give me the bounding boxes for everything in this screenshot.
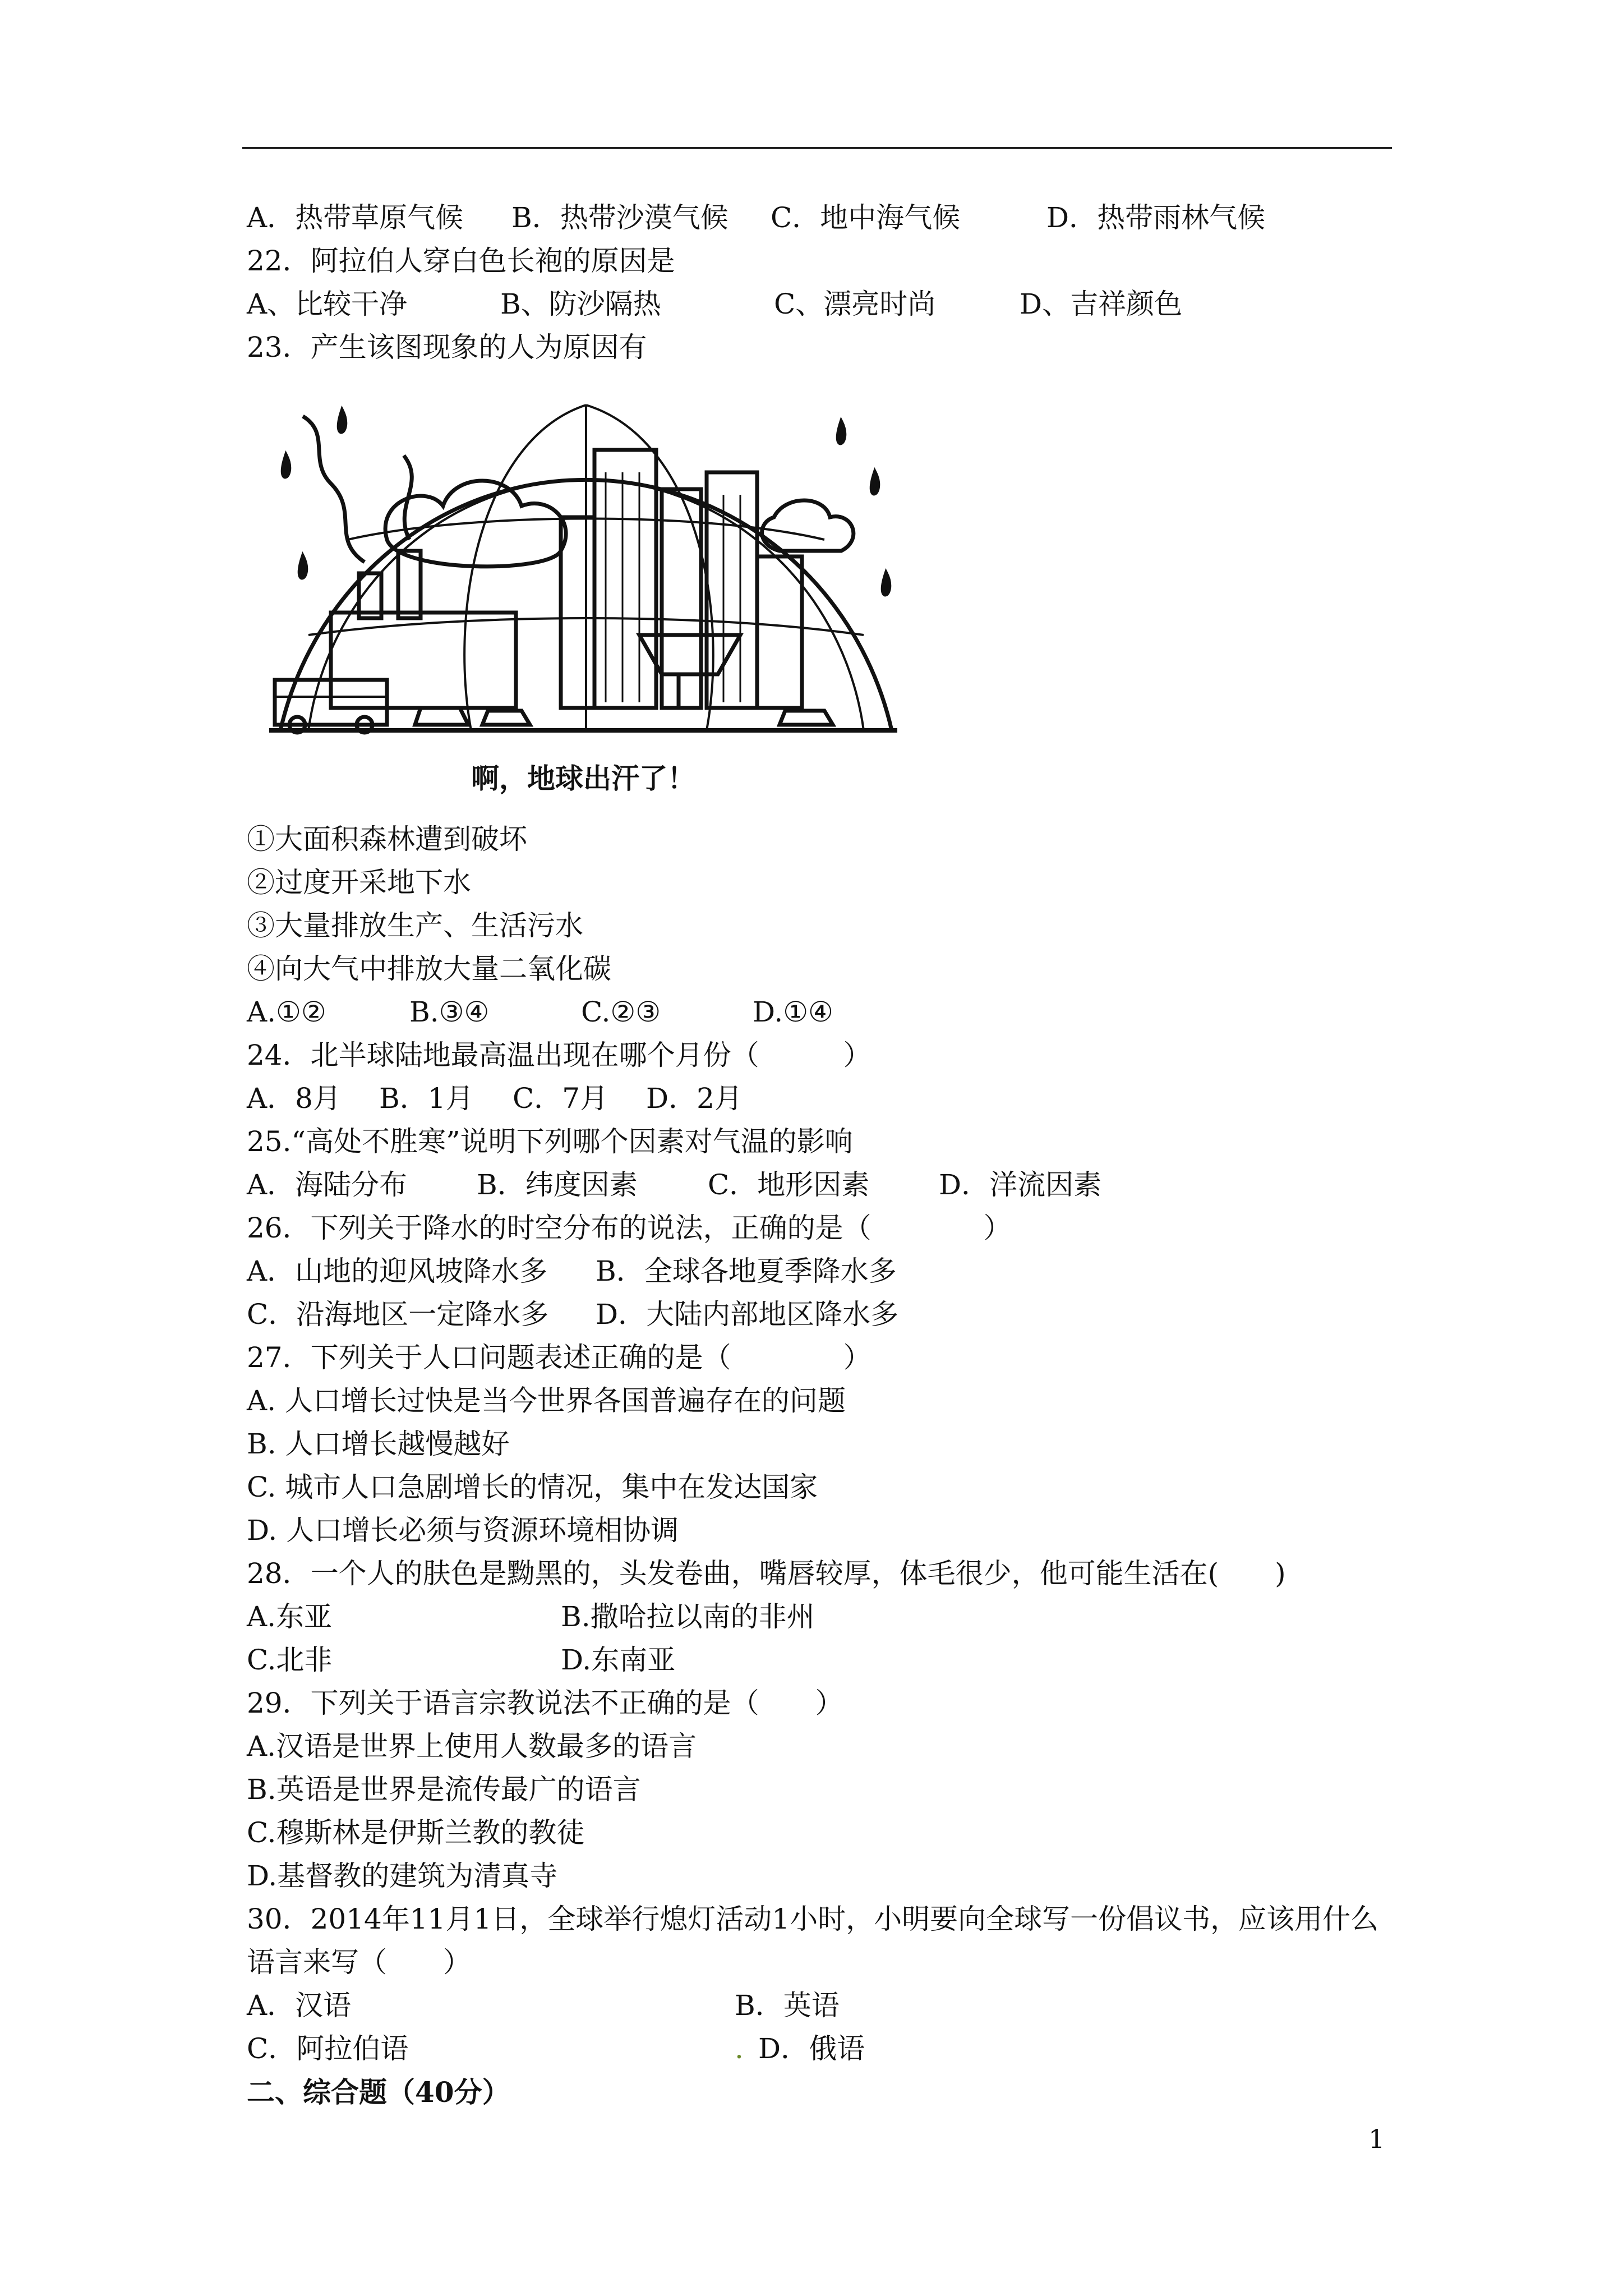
- option-d: D．俄语: [758, 2032, 865, 2065]
- header-rule: [242, 147, 1392, 149]
- question-30-stem: 30．2014年11月1日，全球举行熄灯活动1小时，小明要向全球写一份倡议书，应该用什么语言来写（ ）: [247, 1903, 1379, 1978]
- option-a: A．热带草原气候: [247, 201, 464, 234]
- sweating-earth-figure: [247, 371, 920, 815]
- earth-city-illustration: [247, 371, 920, 753]
- option-d: D．2月: [646, 1082, 743, 1115]
- option-b: B.撒哈拉以南的非州: [561, 1600, 815, 1633]
- statement-4: ④向大气中排放大量二氧化碳: [247, 953, 611, 985]
- statement-1: ①大面积森林遭到破坏: [247, 823, 527, 855]
- question-25-options: [247, 1163, 1402, 1207]
- question-24-options: [247, 1077, 1402, 1120]
- page-number: 1: [1368, 2124, 1385, 2154]
- question-28-stem: 28．一个人的肤色是黝黑的，头发卷曲，嘴唇较厚，体毛很少，他可能生活在( ): [247, 1557, 1286, 1590]
- option-c: C.②③: [581, 996, 661, 1028]
- option-b: B．纬度因素: [477, 1168, 638, 1201]
- option-c: C．地形因素: [708, 1168, 870, 1201]
- option-c: C．地中海气候: [771, 201, 961, 234]
- option-d-wrapper: [735, 2027, 865, 2070]
- stray-mark: .: [735, 2032, 744, 2065]
- option-a: A．海陆分布: [247, 1168, 408, 1201]
- option-c: C. 城市人口急剧增长的情况，集中在发达国家: [247, 1471, 818, 1503]
- section-2-title: 二、综合题（40分）: [247, 2076, 510, 2109]
- figure-caption: 啊，地球出汗了！: [471, 762, 695, 795]
- question-23-stem: 23．产生该图现象的人为原因有: [247, 331, 647, 364]
- option-d: D．大陆内部地区降水多: [596, 1298, 899, 1331]
- option-b: B. 人口增长越慢越好: [247, 1428, 510, 1460]
- question-30-options-cd: [247, 2027, 1402, 2070]
- option-c: C.北非: [247, 1644, 333, 1676]
- option-a: A．汉语: [247, 1989, 352, 2022]
- option-a: A．山地的迎风坡降水多: [247, 1255, 548, 1287]
- question-24-stem: 24．北半球陆地最高温出现在哪个月份（ ）: [247, 1039, 872, 1071]
- question-29-stem: 29．下列关于语言宗教说法不正确的是（ ）: [247, 1687, 843, 1719]
- question-22-stem: 22．阿拉伯人穿白色长袍的原因是: [247, 245, 675, 277]
- option-c: C．阿拉伯语: [247, 2032, 409, 2065]
- option-d: D.①④: [753, 996, 833, 1028]
- option-b: B．1月: [379, 1082, 474, 1115]
- option-d: D．热带雨林气候: [1046, 201, 1266, 234]
- option-a: A.①②: [247, 996, 326, 1028]
- question-26-options-ab: [247, 1250, 1402, 1293]
- option-d: D、吉祥颜色: [1020, 288, 1183, 320]
- option-d: D.基督教的建筑为清真寺: [247, 1860, 558, 1892]
- option-b: B．热带沙漠气候: [511, 201, 728, 234]
- option-c: C.穆斯林是伊斯兰教的教徒: [247, 1816, 585, 1849]
- question-26-stem: 26．下列关于降水的时空分布的说法，正确的是（ ）: [247, 1212, 1012, 1244]
- exam-content: [247, 196, 1402, 2114]
- option-b: B、防沙隔热: [500, 288, 661, 320]
- option-b: B．英语: [735, 1989, 840, 2022]
- question-27-stem: 27．下列关于人口问题表述正确的是（ ）: [247, 1341, 872, 1374]
- question-21-options: [247, 196, 1402, 240]
- question-25-stem: 25.“高处不胜寒”说明下列哪个因素对气温的影响: [247, 1125, 853, 1158]
- option-a: A、比较干净: [247, 288, 408, 320]
- question-28-options-cd: [247, 1639, 1402, 1682]
- option-d: D．洋流因素: [939, 1168, 1102, 1201]
- option-c: C．7月: [513, 1082, 608, 1115]
- option-b: B．全球各地夏季降水多: [596, 1255, 897, 1287]
- question-23-options: [247, 991, 1402, 1034]
- option-b: B.③④: [409, 996, 490, 1028]
- statement-2: ②过度开采地下水: [247, 866, 471, 899]
- option-c: C、漂亮时尚: [774, 288, 936, 320]
- option-a: A. 人口增长过快是当今世界各国普遍存在的问题: [247, 1384, 846, 1417]
- statement-3: ③大量排放生产、生活污水: [247, 909, 583, 942]
- question-26-options-cd: [247, 1293, 1402, 1336]
- question-22-options: [247, 283, 1402, 326]
- option-d: D. 人口增长必须与资源环境相协调: [247, 1514, 679, 1547]
- option-c: C．沿海地区一定降水多: [247, 1298, 549, 1331]
- question-28-options-ab: [247, 1595, 1402, 1639]
- option-a: A.汉语是世界上使用人数最多的语言: [247, 1730, 697, 1763]
- option-a: A．8月: [247, 1082, 341, 1115]
- question-30-options-ab: [247, 1984, 1402, 2027]
- option-b: B.英语是世界是流传最广的语言: [247, 1773, 641, 1806]
- option-d: D.东南亚: [561, 1644, 676, 1676]
- option-a: A.东亚: [247, 1600, 333, 1633]
